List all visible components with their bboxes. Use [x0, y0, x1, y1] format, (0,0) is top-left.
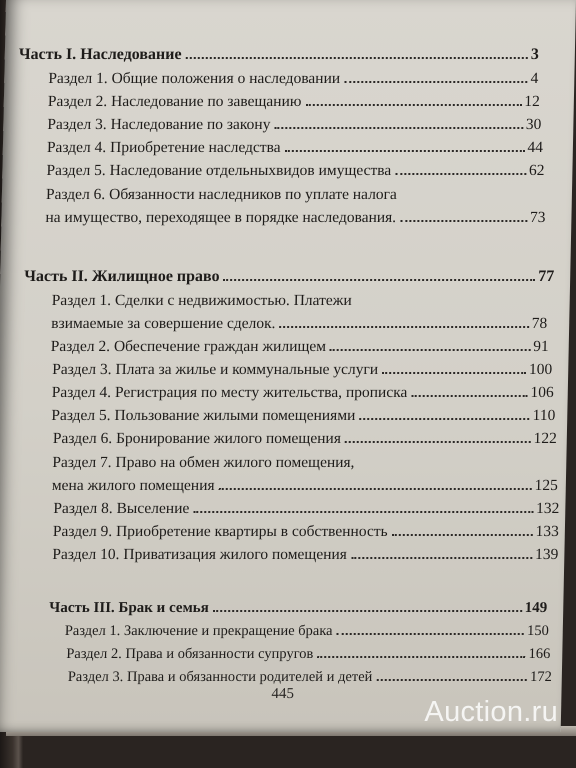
toc-page-number: 44	[527, 139, 544, 156]
toc-entry-title: Раздел 2. Права и обязанности супругов	[66, 646, 314, 662]
toc-page-number: 172	[529, 669, 552, 685]
watermark-brand: Auction.ru	[424, 696, 558, 728]
toc-entry	[51, 315, 547, 333]
toc-entry-title: Раздел 10. Приватизация жилого помещения	[52, 546, 348, 563]
toc-entry	[51, 407, 555, 425]
toc-part-3	[49, 600, 547, 617]
toc-leader	[223, 279, 535, 281]
toc-leader	[185, 57, 527, 59]
toc-entry	[53, 430, 557, 448]
toc-leader	[411, 395, 527, 397]
toc-entry-title: Раздел 7. Право на обмен жилого помещения,	[52, 454, 355, 471]
toc-entry-title: Раздел 6. Обязанности наследников по уплате налога	[45, 186, 398, 203]
toc-entry	[65, 623, 549, 640]
toc-leader	[213, 610, 522, 612]
toc-leader	[351, 557, 532, 559]
toc-entry-continuation: на имущество, переходящее в порядке наследования.	[45, 209, 397, 226]
page-number: 445	[271, 686, 295, 702]
toc-page-number: 30	[525, 116, 542, 133]
toc-entry-title: Раздел 2. Обеспечение граждан жилищем	[50, 338, 327, 355]
toc-leader	[330, 349, 530, 351]
toc-entry	[53, 523, 559, 541]
toc-entry	[47, 139, 543, 157]
toc-leader	[305, 104, 521, 106]
toc-page-number: 12	[524, 93, 541, 110]
toc-leader	[285, 150, 525, 152]
toc-page-number: 4	[530, 70, 539, 87]
toc-page-number: 132	[535, 500, 560, 517]
toc-page-number: 110	[532, 407, 556, 424]
toc-page-number: 133	[535, 523, 560, 540]
toc-leader	[336, 633, 524, 635]
toc-entry-title: Раздел 9. Приобретение квартиры в собственность	[52, 523, 388, 540]
toc-part-2	[24, 268, 554, 286]
toc-entry	[46, 162, 544, 180]
toc-leader	[392, 534, 533, 536]
toc-entry-title: Раздел 5. Пользование жилыми помещениями	[51, 407, 356, 424]
toc-entry-title: Раздел 3. Плата за жилье и коммунальные услуги	[52, 361, 379, 378]
toc-entry-title: Раздел 5. Наследование отдельныхвидов имущества	[46, 162, 392, 179]
toc-entry-title: Раздел 3. Права и обязанности родителей и детей	[67, 669, 373, 685]
toc-leader	[193, 511, 533, 513]
toc-entry	[52, 361, 552, 379]
toc-entry	[45, 209, 545, 227]
toc-entry-title: Раздел 4. Регистрация по месту жительства, прописка	[51, 384, 408, 401]
toc-part-title: Часть I. Наследование	[18, 46, 182, 63]
toc-part-1	[19, 46, 539, 64]
toc-entry	[52, 477, 558, 495]
toc-entry-title: Раздел 1. Общие положения о наследовании	[48, 70, 341, 87]
toc-page-number: 139	[534, 546, 559, 563]
toc-entry-title: Раздел 3. Наследование по закону	[47, 116, 271, 133]
toc-entry-title: Раздел 2. Наследование по завещанию	[47, 93, 302, 110]
toc-entry	[68, 669, 552, 686]
toc-leader	[274, 127, 523, 129]
toc-page-number: 73	[529, 209, 546, 226]
toc-page-number: 77	[538, 268, 555, 285]
toc-leader	[279, 326, 528, 328]
toc-part-title: Часть II. Жилищное право	[24, 268, 220, 285]
toc-page-number: 125	[534, 477, 559, 494]
toc-entry	[51, 338, 549, 356]
toc-entry	[48, 70, 538, 88]
toc-entry	[53, 500, 559, 518]
toc-page-number: 100	[528, 361, 553, 378]
toc-part-title: Часть III. Брак и семья	[49, 600, 209, 616]
toc-leader	[219, 488, 532, 490]
toc-entry	[52, 384, 554, 402]
toc-entry	[66, 646, 550, 663]
toc-page-number: 91	[533, 338, 549, 355]
toc-leader	[382, 372, 526, 374]
toc-leader	[317, 656, 525, 658]
toc-page-number: 150	[526, 623, 549, 639]
toc-entry-title: Раздел 8. Выселение	[53, 500, 190, 517]
toc-page-number: 3	[530, 46, 540, 63]
toc-entry-title: Раздел 4. Приобретение наследства	[46, 139, 281, 156]
toc-leader	[359, 418, 529, 420]
toc-entry-title: Раздел 6. Бронирование жилого помещения	[52, 430, 342, 447]
toc-page-number: 122	[533, 430, 557, 447]
toc-leader	[400, 220, 527, 222]
toc-page-number: 166	[528, 646, 551, 662]
toc-leader	[344, 81, 527, 83]
toc-entry-continuation: мена жилого помещения	[51, 477, 215, 494]
toc-entry	[48, 93, 540, 111]
toc-page-number: 62	[528, 162, 545, 179]
toc-entry-title: Раздел 1. Заключение и прекращение брака	[64, 623, 333, 639]
toc-leader	[395, 173, 526, 175]
toc-page-number: 149	[524, 600, 548, 616]
toc-leader	[345, 441, 531, 443]
toc-entry-title: Раздел 1. Сделки с недвижимостью. Платежи	[51, 292, 352, 309]
toc-page-number: 106	[530, 384, 554, 401]
toc-page-number: 78	[531, 315, 548, 332]
toc-entry	[47, 116, 541, 134]
toc-leader	[376, 679, 527, 681]
toc-entry	[52, 546, 558, 564]
toc-entry-continuation: взимаемые за совершение сделок.	[51, 315, 276, 332]
